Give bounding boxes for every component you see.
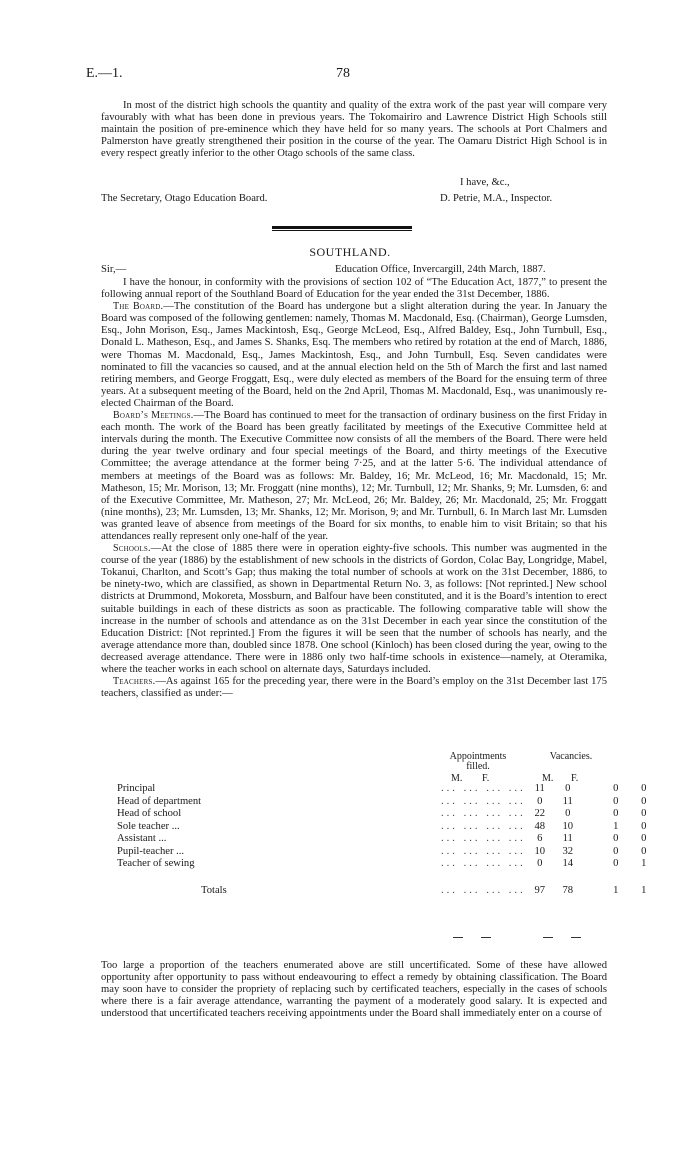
totals-rule <box>571 937 581 938</box>
totals-rule <box>543 937 553 938</box>
meetings-heading: Board’s Meetings. <box>113 410 194 422</box>
page-number: 78 <box>336 66 350 81</box>
addressee: The Secretary, Otago Education Board. <box>101 193 268 204</box>
section-divider-thin <box>272 230 412 231</box>
closing-phrase: I have, &c., <box>460 177 510 188</box>
section-title: SOUTHLAND. <box>309 245 391 259</box>
meetings-paragraph: Board’s Meetings.—The Board has continued to meet for the transaction of ordinary business on the first Friday in each month. The work of the Board has been greatly facilitated by meetings of the Executive Committee held at intervals during the month. The Executive Committee now consists of all the members of the Board. There were held during the year twelve ordinary and four special meetings of the Board, and thirty meetings of the Executive Committee; the average attendance at the former being 7·25, and at the latter 5·6. The individual attendance of members at meetings of the Board was as follows: Mr. Baldey, 16; Mr. McLeod, 16; Mr. Macdonald, 15; Mr. Matheson, 15; Mr. Morison, 13; Mr. Froggatt (nine months), 12; Mr. Turnbull, 12; Mr. Shanks, 9; Mr. Lumsden, 6: and of the Executive Committee, Mr. Matheson, 27; Mr. McLeod, 26; Mr. Baldey, 26; Mr. Macdonald, 25; Mr. Froggatt (nine months), 23; Mr. Lumsden, 13; Mr. Shanks, 12; Mr. Morison, 9; and Mr. Turnbull, 6. In March last Mr. Lumsden was granted leave of absence from meetings of the Board for six months, to enable him to visit Britain; so that his attendances really represent only one-half of the year. <box>101 410 607 542</box>
teacher-classification-table <box>101 783 658 897</box>
table-row: Head of school ... ... ... ... 22 0 0 0 <box>117 808 647 820</box>
table-row: Head of department ... ... ... ... 0 11 0 0 <box>117 795 647 807</box>
inspector-signature: D. Petrie, M.A., Inspector. <box>440 193 553 204</box>
teachers-paragraph: Teachers.—As against 165 for the preceding year, there were in the Board’s employ on the 31st December last 175 teachers, classified as under:— <box>101 676 607 700</box>
appointments-m-header: M. <box>451 773 463 784</box>
otago-closing-paragraph: In most of the district high schools the quantity and quality of the extra work of the past year will compare very favourably with what has been done in previous years. The Tokomairiro and Lawrence District High Schools still maintain the position of pre-eminence which they have held for so many years. The schools at Port Chalmers and Palmerston have greatly strengthened their position in the course of the year. The Oamaru District High School is in every respect greatly inferior to the other Otago schools of the same class. <box>101 100 607 160</box>
report-reference: E.—1. <box>86 66 123 81</box>
table-row: Principal ... ... ... ... 11 0 0 0 <box>117 783 647 795</box>
schools-paragraph: Schools.—At the close of 1885 there were in operation eighty-five schools. This number was augmented in the course of the year (1886) by the establishment of new schools in the districts of Gordon, Colac Bay, Longridge, Mabel, Tokanui, Charlton, and Scott’s Gap; thus making the total number of schools at work on the 31st December, 1886, to be ninety-two, which are classified, as shown in Departmental Return No. 3, as follows: [Not reprinted.] New school districts at Drummond, Mokoreta, Mossburn, and Balfour have been constituted, and it is the Board’s intention to erect suitable buildings in each of these districts as soon as practicable. The following comparative table will show the increase in the number of schools and attendance as on the 31st December in each year since the constitution of the Education District: [Not reprinted.] From the figures it will be seen that the number of schools has nearly, and the average attendance more than, doubled since 1878. One school (Kinloch) has been closed during the year, owing to the decreased average attendance. There were in 1886 only two half-time schools in existence—namely, at Oteramika, where the teacher works in each school on alternate days, Saturdays included. <box>101 543 607 675</box>
table-row: Assistant ... ... ... ... ... 6 11 0 0 <box>117 833 647 845</box>
totals-row: Totals ... ... ... ... 97 78 1 1 <box>201 884 647 896</box>
appointments-f-header: F. <box>482 773 490 784</box>
vacancies-m-header: M. <box>542 773 554 784</box>
page-header <box>86 68 610 84</box>
table-row: Pupil-teacher ... ... ... ... ... 10 32 0 0 <box>117 845 647 857</box>
board-paragraph: The Board.—The constitution of the Board has undergone but a slight alteration during the year. In January the Board was composed of the following gentlemen: namely, Thomas M. Macdonald, Esq. (Chairman), George Lumsden, Esq., John Morison, Esq., James Mackintosh, Esq., George McLeod, Esq., Alfred Baldey, Esq., John Turnbull, Esq., Donald L. Matheson, Esq., and James S. Shanks, Esq. The members who retired by rotation at the end of March, 1886, were Thomas M. Macdonald, Esq., James Mackintosh, Esq., and John Turnbull, Esq. Seven candidates were nominated to fill the vacancies so caused, and at the annual election held on the 5th of March the first and last named retiring members, and George Froggatt, Esq., were duly elected as members of the Board for the ensuing term of three years. At a subsequent meeting of the Board, held on the 2nd April, Thomas M. Macdonald, Esq., was unanimously re-elected Chairman of the Board. <box>101 301 607 409</box>
appointments-header: Appointments filled. <box>449 751 507 772</box>
table-row: Teacher of sewing ... ... ... ... 0 14 0 1 <box>117 858 647 870</box>
section-divider <box>272 226 412 229</box>
totals-rule <box>481 937 491 938</box>
vacancies-f-header: F. <box>571 773 579 784</box>
salutation: Sir,— <box>101 264 127 275</box>
totals-rule <box>453 937 463 938</box>
dateline: Education Office, Invercargill, 24th March, 1887. <box>335 264 546 275</box>
closing-paragraph: Too large a proportion of the teachers enumerated above are still uncertificated. Some of these have allowed opportunity after opportunity to pass without endeavouring to effect a remedy by obtaining classification. The Board may soon have to consider the propriety of replacing such by certificated teachers, especially in the cases of schools where there is a fair average attendance, warranting the payment of a moderately good salary. It is expected and understood that uncertificated teachers receiving appointments under the Board shall immediately enter on a course of <box>101 960 607 1020</box>
schools-heading: Schools. <box>113 543 151 555</box>
vacancies-header: Vacancies. <box>549 751 593 762</box>
board-heading: The Board. <box>113 301 164 313</box>
southland-body <box>101 277 607 700</box>
table-row: Sole teacher ... ... ... ... ... 48 10 1 0 <box>117 820 647 832</box>
teachers-heading: Teachers. <box>113 676 156 688</box>
closing-body <box>101 960 607 1020</box>
intro-paragraph: I have the honour, in conformity with the provisions of section 102 of “The Education Act, 1877,” to present the following annual report of the Southland Board of Education for the year ended the 31st December, 1886. <box>101 277 607 301</box>
